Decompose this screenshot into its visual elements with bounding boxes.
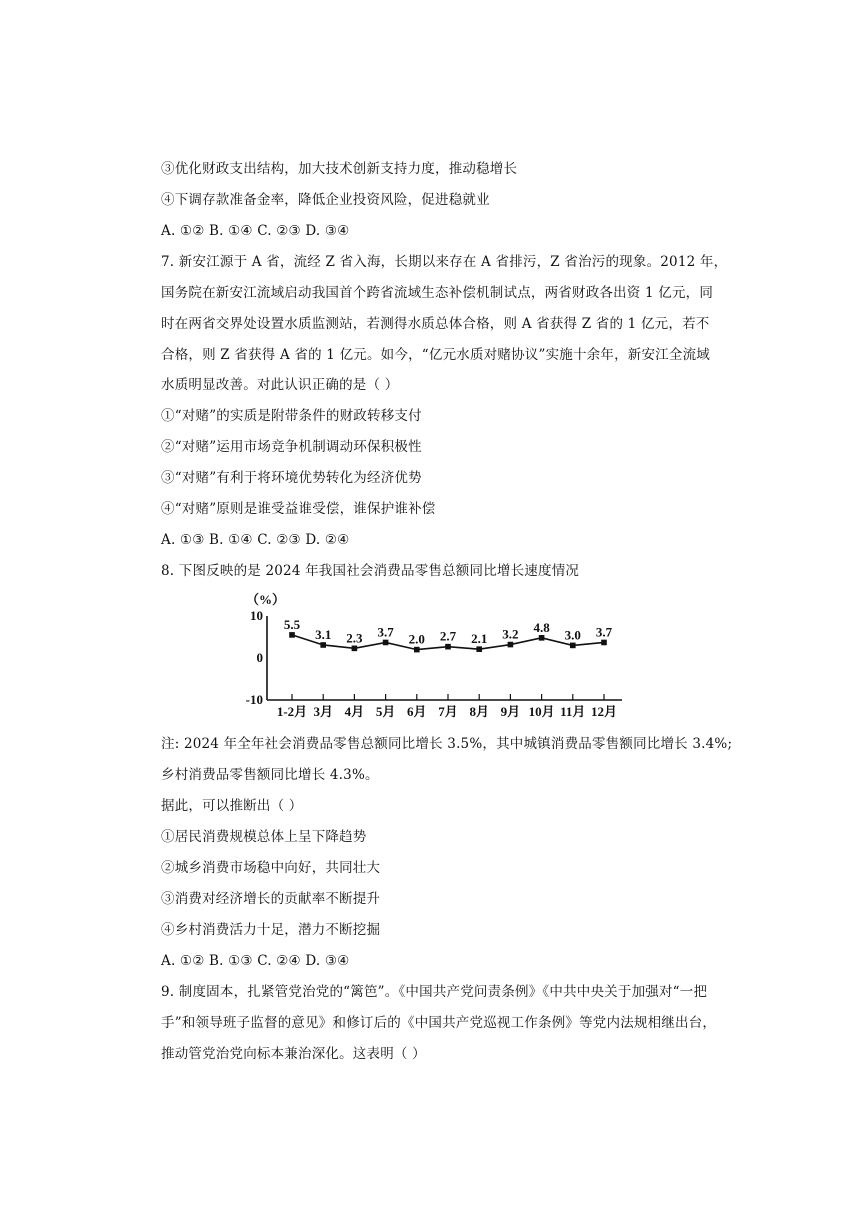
data-label-8: 4.8 bbox=[533, 619, 550, 635]
data-point-9 bbox=[570, 643, 576, 649]
x-tick-label-3: 5月 bbox=[375, 704, 396, 719]
data-label-9: 3.0 bbox=[564, 627, 581, 643]
q6-option-3: ③优化财政支出结构，加大技术创新支持力度，推动稳增长 bbox=[161, 161, 518, 177]
data-point-7 bbox=[508, 642, 514, 648]
q8-stem: 8. 下图反映的是 2024 年我国社会消费品零售总额同比增长速度情况 bbox=[161, 563, 580, 579]
x-tick-label-6: 8月 bbox=[469, 704, 489, 719]
q7-stem-line-1: 7. 新安江源于 A 省，流经 Z 省入海，长期以来存在 A 省排污，Z 省治污的现象。2012 年， bbox=[161, 254, 728, 270]
x-tick-label-4: 6月 bbox=[407, 704, 427, 719]
q7-option-4: ④“对赌”原则是谁受益谁受偿，谁保护谁补偿 bbox=[161, 501, 436, 517]
q8-note-line-2: 乡村消费品零售额同比增长 4.3%。 bbox=[161, 767, 379, 783]
data-point-10 bbox=[601, 640, 607, 646]
q8-option-3: ③消费对经济增长的贡献率不断提升 bbox=[161, 891, 381, 907]
q8-question: 据此，可以推断出（ ） bbox=[161, 798, 303, 814]
x-tick-label-5: 7月 bbox=[438, 704, 458, 719]
q8-option-4: ④乡村消费活力十足，潜力不断挖掘 bbox=[161, 922, 381, 938]
data-label-3: 3.7 bbox=[377, 624, 394, 640]
q7-stem-line-4: 合格，则 Z 省获得 A 省的 1 亿元。如今，“亿元水质对赌协议”实施十余年，新安江全流域 bbox=[161, 347, 710, 363]
data-label-10: 3.7 bbox=[595, 624, 613, 640]
retail-growth-chart bbox=[232, 588, 632, 723]
q7-option-2: ②“对赌”运用市场竞争机制调动环保积极性 bbox=[161, 439, 422, 455]
q9-stem-line-2: 手”和领导班子监督的意见》和修订后的《中国共产党巡视工作条例》等党内法规相继出台， bbox=[161, 1015, 717, 1031]
q7-stem-line-2: 国务院在新安江流域启动我国首个跨省流域生态补偿机制试点，两省财政各出资 1 亿元，同 bbox=[161, 285, 714, 301]
q8-option-2: ②城乡消费市场稳中向好，共同壮大 bbox=[161, 860, 381, 876]
data-point-6 bbox=[476, 646, 482, 652]
data-point-3 bbox=[383, 640, 389, 646]
q9-stem-line-1: 9. 制度固本，扎紧管党治党的“篱笆”。《中国共产党问责条例》《中共中央关于加强对“一把 bbox=[161, 984, 708, 1000]
x-tick-label-2: 4月 bbox=[344, 704, 365, 719]
data-point-0 bbox=[289, 632, 295, 638]
x-tick-label-10: 12月 bbox=[590, 704, 618, 719]
chart-canvas bbox=[232, 588, 632, 723]
y-tick-label-0: 10 bbox=[250, 608, 263, 623]
x-tick-label-8: 10月 bbox=[528, 704, 555, 719]
q8-note-line-1: 注: 2024 年全年社会消费品零售总额同比增长 3.5%，其中城镇消费品零售额同比增长 3.4%; bbox=[161, 736, 733, 752]
x-tick-label-9: 11月 bbox=[560, 704, 586, 719]
q7-option-1: ①“对赌”的实质是附带条件的财政转移支付 bbox=[161, 408, 422, 424]
q7-answer-choices: A. ①③ B. ①④ C. ②③ D. ②④ bbox=[161, 532, 350, 548]
q8-option-1: ①居民消费规模总体上呈下降趋势 bbox=[161, 829, 367, 845]
data-point-5 bbox=[445, 644, 451, 650]
data-label-5: 2.7 bbox=[439, 628, 457, 644]
data-label-1: 3.1 bbox=[315, 626, 332, 642]
y-unit-label: （%） bbox=[246, 592, 286, 607]
y-tick-label-2: -10 bbox=[245, 692, 263, 707]
data-label-2: 2.3 bbox=[346, 630, 363, 646]
q8-answer-choices: A. ①② B. ①③ C. ②④ D. ③④ bbox=[161, 953, 350, 969]
data-point-1 bbox=[320, 642, 326, 648]
data-label-6: 2.1 bbox=[471, 631, 488, 647]
q6-answer-choices: A. ①② B. ①④ C. ②③ D. ③④ bbox=[161, 223, 350, 239]
x-tick-label-0: 1-2月 bbox=[276, 704, 308, 719]
y-tick-label-1: 0 bbox=[256, 650, 263, 665]
data-point-4 bbox=[414, 647, 420, 653]
data-label-0: 5.5 bbox=[283, 616, 301, 632]
q6-option-4: ④下调存款准备金率，降低企业投资风险，促进稳就业 bbox=[161, 192, 490, 208]
data-label-7: 3.2 bbox=[502, 626, 519, 642]
data-point-8 bbox=[539, 635, 545, 641]
q7-stem-line-5: 水质明显改善。对此认识正确的是（ ） bbox=[161, 377, 399, 393]
q7-stem-line-3: 时在两省交界处设置水质监测站，若测得水质总体合格，则 A 省获得 Z 省的 1 亿元，若不 bbox=[161, 316, 710, 332]
data-label-4: 2.0 bbox=[408, 631, 425, 647]
q7-option-3: ③“对赌”有利于将环境优势转化为经济优势 bbox=[161, 470, 422, 486]
x-tick-label-7: 9月 bbox=[500, 704, 521, 719]
x-tick-label-1: 3月 bbox=[313, 704, 333, 719]
q9-stem-line-3: 推动管党治党向标本兼治深化。这表明（ ） bbox=[161, 1046, 426, 1062]
data-point-2 bbox=[352, 646, 358, 652]
